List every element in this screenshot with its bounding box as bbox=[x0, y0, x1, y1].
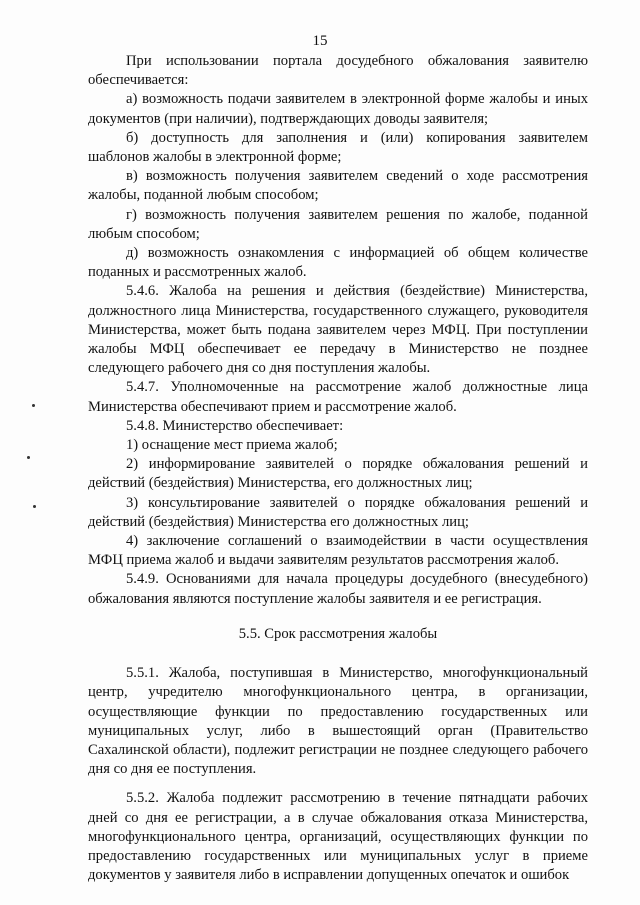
scan-speck bbox=[27, 456, 30, 459]
paragraph: а) возможность подачи заявителем в электронной форме жалобы и иных документов (при наличии), подтверждающих доводы заявителя; bbox=[88, 91, 588, 127]
paragraph: 4) заключение соглашений о взаимодействии в части осуществления МФЦ приема жалоб и выдачи заявителям результатов рассмотрения жалоб. bbox=[88, 533, 588, 569]
scan-speck bbox=[32, 404, 35, 407]
page-number: 15 bbox=[312, 33, 328, 49]
paragraph: 5.5.2. Жалоба подлежит рассмотрению в течение пятнадцати рабочих дней со дня ее регистрации, а в случае обжалования отказа Министерства, многофункционального центра, организаций, осуществляющих функции по предоставлению государственных или муниципальных услуг в приеме документов у заявителя либо в исправлении допущенных опечаток и ошибок bbox=[88, 790, 588, 884]
paragraph: в) возможность получения заявителем сведений о ходе рассмотрения жалобы, поданной любым способом; bbox=[88, 168, 588, 204]
paragraph: При использовании портала досудебного обжалования заявителю обеспечивается: bbox=[88, 53, 588, 89]
paragraph: 2) информирование заявителей о порядке обжалования решений и действий (бездействия) Министерства, его должностных лиц; bbox=[88, 456, 588, 492]
section-heading: 5.5. Срок рассмотрения жалобы bbox=[238, 625, 438, 642]
scan-speck bbox=[33, 505, 36, 508]
paragraph: 5.4.8. Министерство обеспечивает: bbox=[126, 417, 344, 434]
paragraph: д) возможность ознакомления с информацией об общем количестве поданных и рассмотренных жалоб. bbox=[88, 245, 588, 281]
paragraph: 5.4.6. Жалоба на решения и действия (бездействие) Министерства, должностного лица Министерства, государственного служащего, руководителя Министерства, может быть подана заявителем через МФЦ. При поступлении жалобы МФЦ обеспечивает ее передачу в Министерство не позднее следующего рабочего дня со дня поступления жалобы. bbox=[88, 283, 588, 377]
paragraph: 5.5.1. Жалоба, поступившая в Министерство, многофункциональный центр, учредителю многофункционального центра, в организации, осуществляющие функции по предоставлению государственных или муниципальных услуг, либо в вышестоящий орган (Правительство Сахалинской области), подлежит регистрации не позднее следующего рабочего дня со дня ее поступления. bbox=[88, 665, 588, 778]
paragraph: г) возможность получения заявителем решения по жалобе, поданной любым способом; bbox=[88, 206, 588, 242]
paragraph: 1) оснащение мест приема жалоб; bbox=[126, 437, 338, 454]
paragraph: б) доступность для заполнения и (или) копирования заявителем шаблонов жалобы в электронной форме; bbox=[88, 129, 588, 166]
paragraph: 3) консультирование заявителей о порядке обжалования решений и действий (бездействия) Министерства его должностных лиц; bbox=[88, 494, 588, 530]
paragraph: 5.4.7. Уполномоченные на рассмотрение жалоб должностные лица Министерства обеспечивают прием и рассмотрение жалоб. bbox=[88, 379, 588, 415]
document-body bbox=[88, 52, 588, 885]
paragraph: 5.4.9. Основаниями для начала процедуры досудебного (внесудебного) обжалования являются поступление жалобы заявителя и ее регистрация. bbox=[88, 571, 588, 607]
